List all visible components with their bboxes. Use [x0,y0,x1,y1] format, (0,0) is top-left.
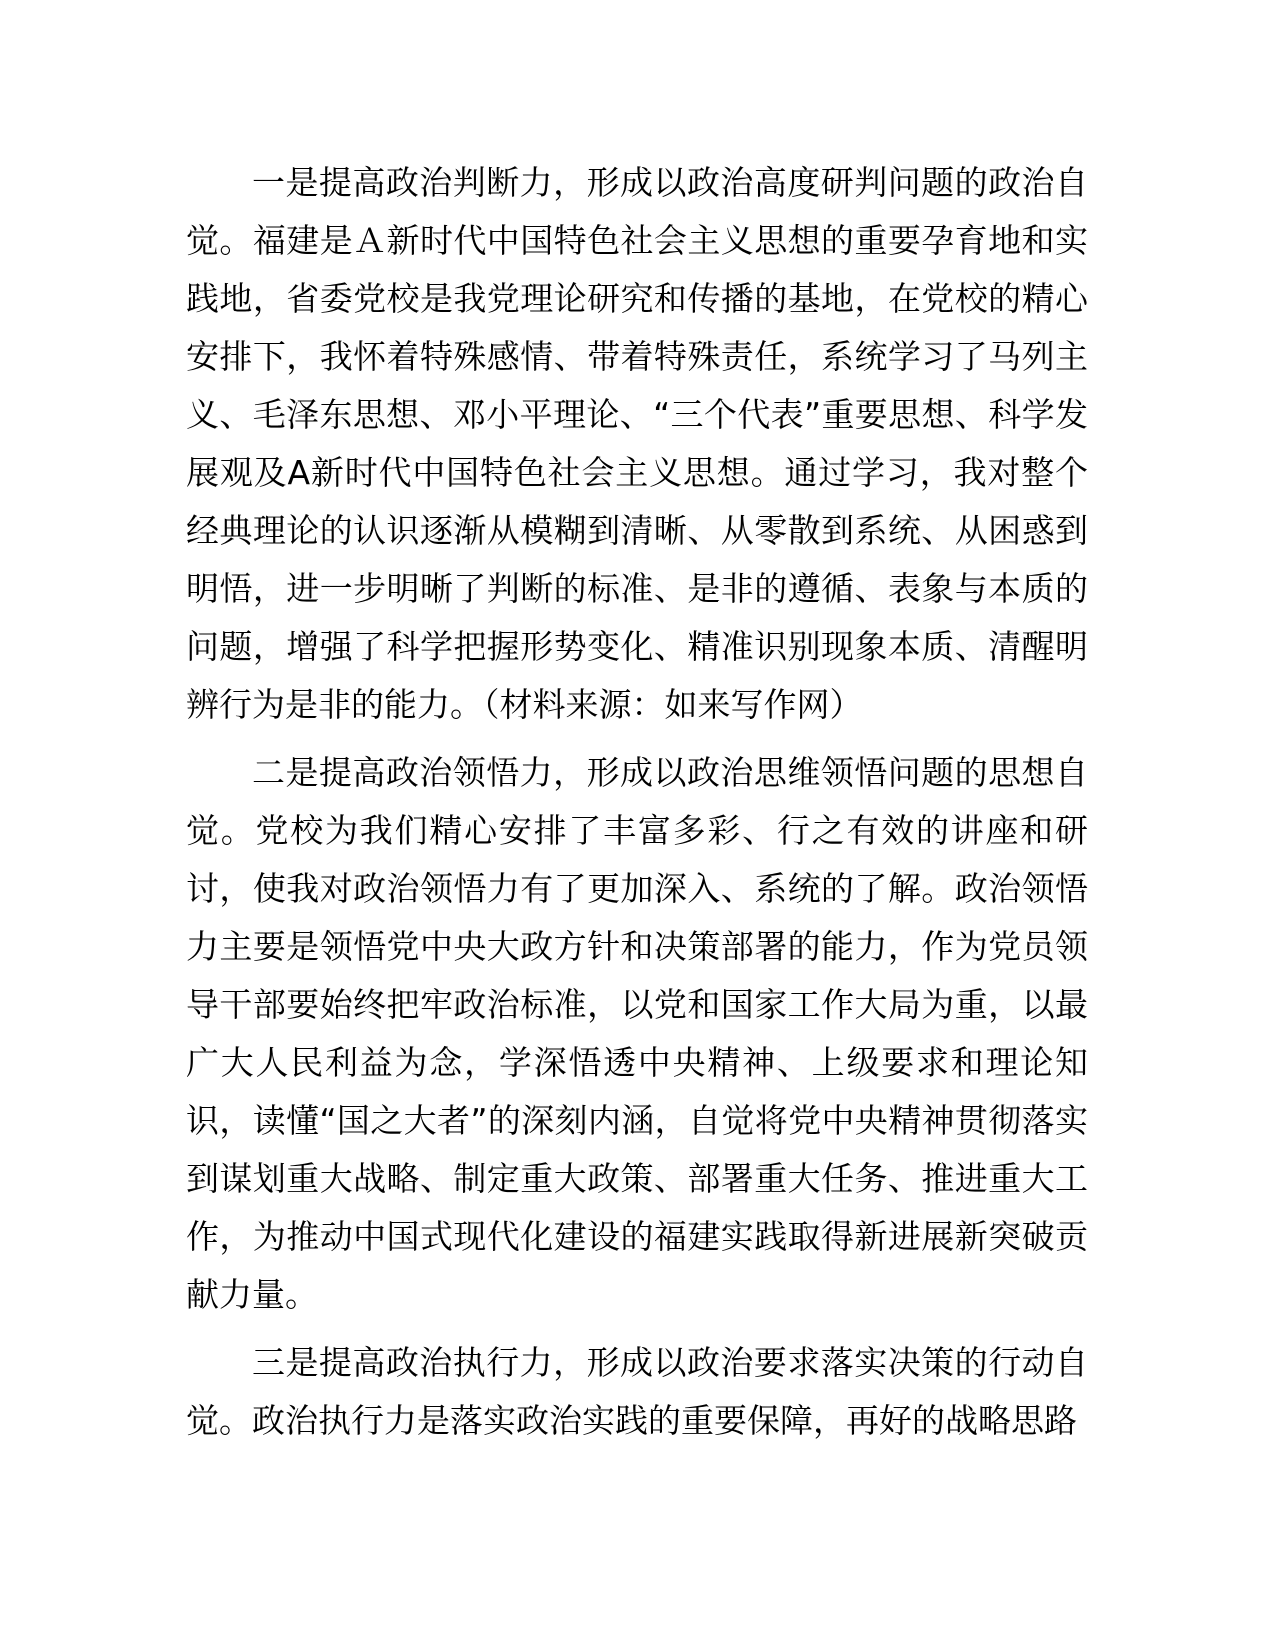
paragraph-political-understanding: 二是提高政治领悟力，形成以政治思维领悟问题的思想自觉。党校为我们精心安排了丰富多彩、行之有效的讲座和研讨，使我对政治领悟力有了更加深入、系统的了解。政治领悟力主要是领悟党中央大政方针和决策部署的能力，作为党员领导干部要始终把牢政治标准，以党和国家工作大局为重，以最广大人民利益为念，学深悟透中央精神、上级要求和理论知识，读懂“国之大者”的深刻内涵，自觉将党中央精神贯彻落实到谋划重大战略、制定重大政策、部署重大任务、推进重大工作，为推动中国式现代化建设的福建实践取得新进展新突破贡献力量。 [186,753,1088,1314]
paragraph-political-judgment: 一是提高政治判断力，形成以政治高度研判问题的政治自觉。福建是Ａ新时代中国特色社会主义思想的重要孕育地和实践地，省委党校是我党理论研究和传播的基地，在党校的精心安排下，我怀着特殊感情、带着特殊责任，系统学习了马列主义、毛泽东思想、邓小平理论、“三个代表”重要思想、科学发展观及A新时代中国特色社会主义思想。通过学习，我对整个经典理论的认识逐渐从模糊到清晰、从零散到系统、从困惑到明悟，进一步明晰了判断的标准、是非的遵循、表象与本质的问题，增强了科学把握形势变化、精准识别现象本质、清醒明辨行为是非的能力。（材料来源：如来写作网） [186,163,1088,724]
document-body [186,154,1088,1460]
paragraph-political-execution: 三是提高政治执行力，形成以政治要求落实决策的行动自觉。政治执行力是落实政治实践的重要保障，再好的战略思路 [186,1343,1088,1440]
